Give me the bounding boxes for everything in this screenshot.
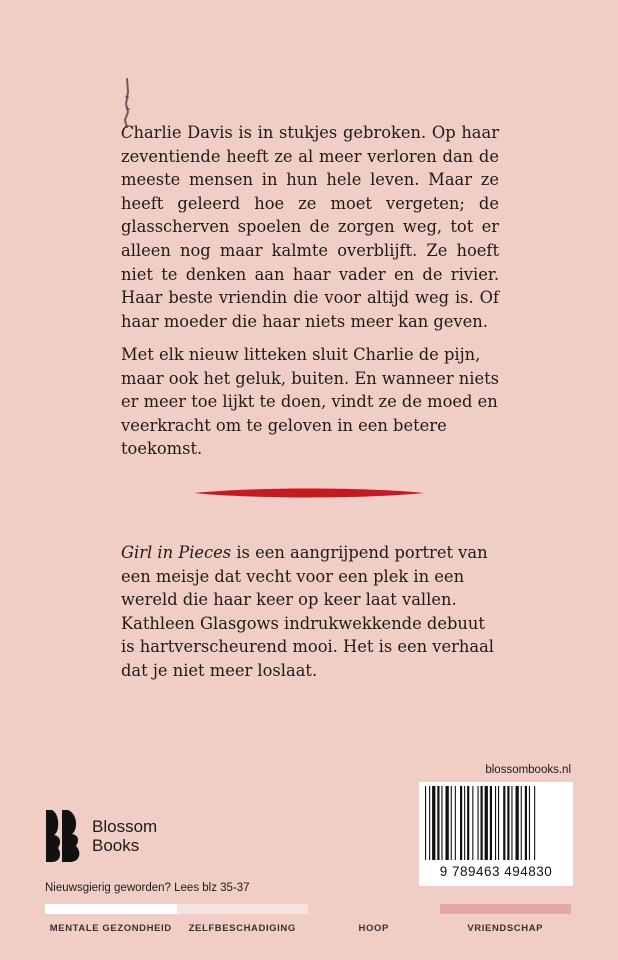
barcode-bar — [432, 786, 435, 860]
barcode-bar — [467, 786, 469, 860]
book-title: Girl in Pieces — [121, 543, 232, 562]
barcode-bar — [472, 786, 473, 860]
publisher-name-line2: Books — [92, 836, 140, 855]
tag-label: HOOP — [358, 923, 389, 934]
barcode-bar — [455, 786, 456, 860]
barcode-bar — [485, 786, 488, 860]
barcode-bar — [481, 786, 483, 860]
blossom-logo-icon — [44, 808, 82, 864]
blurb-paragraph-3-text: is een aangrijpend portret van een meisje dat vecht voor een plek in een wereld die haar keer op keer laat vallen. Kathleen Glasgows indrukwekkende debuut is hartverscheurend mooi. Het is een verhaal dat je niet meer loslaat. — [121, 543, 494, 680]
barcode-bar — [525, 786, 527, 860]
tag-swatch — [308, 904, 440, 914]
barcode-bar — [495, 786, 496, 860]
barcode-bar — [478, 786, 479, 860]
barcode-bar — [451, 786, 452, 860]
teaser-text: Nieuwsgierig geworden? Lees blz 35-37 — [45, 882, 250, 894]
tag-label: ZELFBESCHADIGING — [188, 923, 296, 934]
tag-swatch — [440, 904, 572, 914]
barcode-bar — [441, 786, 442, 860]
tag-label: VRIENDSCHAP — [467, 923, 544, 934]
tag-swatch — [45, 904, 177, 914]
isbn-barcode — [419, 782, 573, 886]
red-brush-stroke — [194, 485, 424, 501]
publisher-name-line1: Blossom — [92, 817, 158, 836]
barcode-bar — [490, 786, 492, 860]
barcode-bars — [419, 782, 573, 864]
drop-initial: C — [121, 123, 134, 142]
barcode-bar — [503, 786, 505, 860]
barcode-bar — [521, 786, 522, 860]
barcode-bar — [446, 786, 449, 860]
barcode-bar — [437, 786, 439, 860]
tag-color-bar — [45, 904, 571, 914]
tag-label: MENTALE GEZONDHEID — [49, 923, 172, 934]
barcode-bar — [529, 786, 530, 860]
blurb-paragraph-2: Met elk nieuw litteken sluit Charlie de pijn, maar ook het geluk, buiten. En wanneer niets er meer toe lijkt te doen, vindt ze de moed en veerkracht om te geloven in een betere toekomst. — [121, 345, 500, 459]
tag-list — [45, 923, 571, 934]
blurb-paragraph-3 — [121, 541, 499, 683]
barcode-bar — [425, 786, 426, 860]
publisher-logo — [44, 808, 157, 864]
barcode-bar — [516, 786, 519, 860]
barcode-bar — [507, 786, 509, 860]
blurb-paragraph-1 — [121, 121, 499, 333]
barcode-bar — [460, 786, 462, 860]
blurb-paragraph-1-text: harlie Davis is in stukjes gebroken. Op haar zeventiende heeft ze al meer verloren dan de meeste mensen in hun hele leven. Maar ze heeft geleerd hoe ze moet vergeten; de glasscherven spoelen de zorgen weg, tot er alleen nog maar kalmte overblijft. Ze hoeft niet te denken aan haar vader en de rivier. Haar beste vriendin die voor altijd weg is. Of haar moeder die haar niets meer kan geven. — [121, 123, 499, 331]
barcode-bar — [511, 786, 512, 860]
barcode-bar — [534, 786, 535, 860]
publisher-url: blossombooks.nl — [485, 764, 571, 776]
barcode-bar — [498, 786, 499, 860]
isbn-number: 9 789463 494830 — [439, 864, 553, 879]
tag-swatch — [177, 904, 309, 914]
barcode-bar — [464, 786, 465, 860]
barcode-bar — [429, 786, 430, 860]
